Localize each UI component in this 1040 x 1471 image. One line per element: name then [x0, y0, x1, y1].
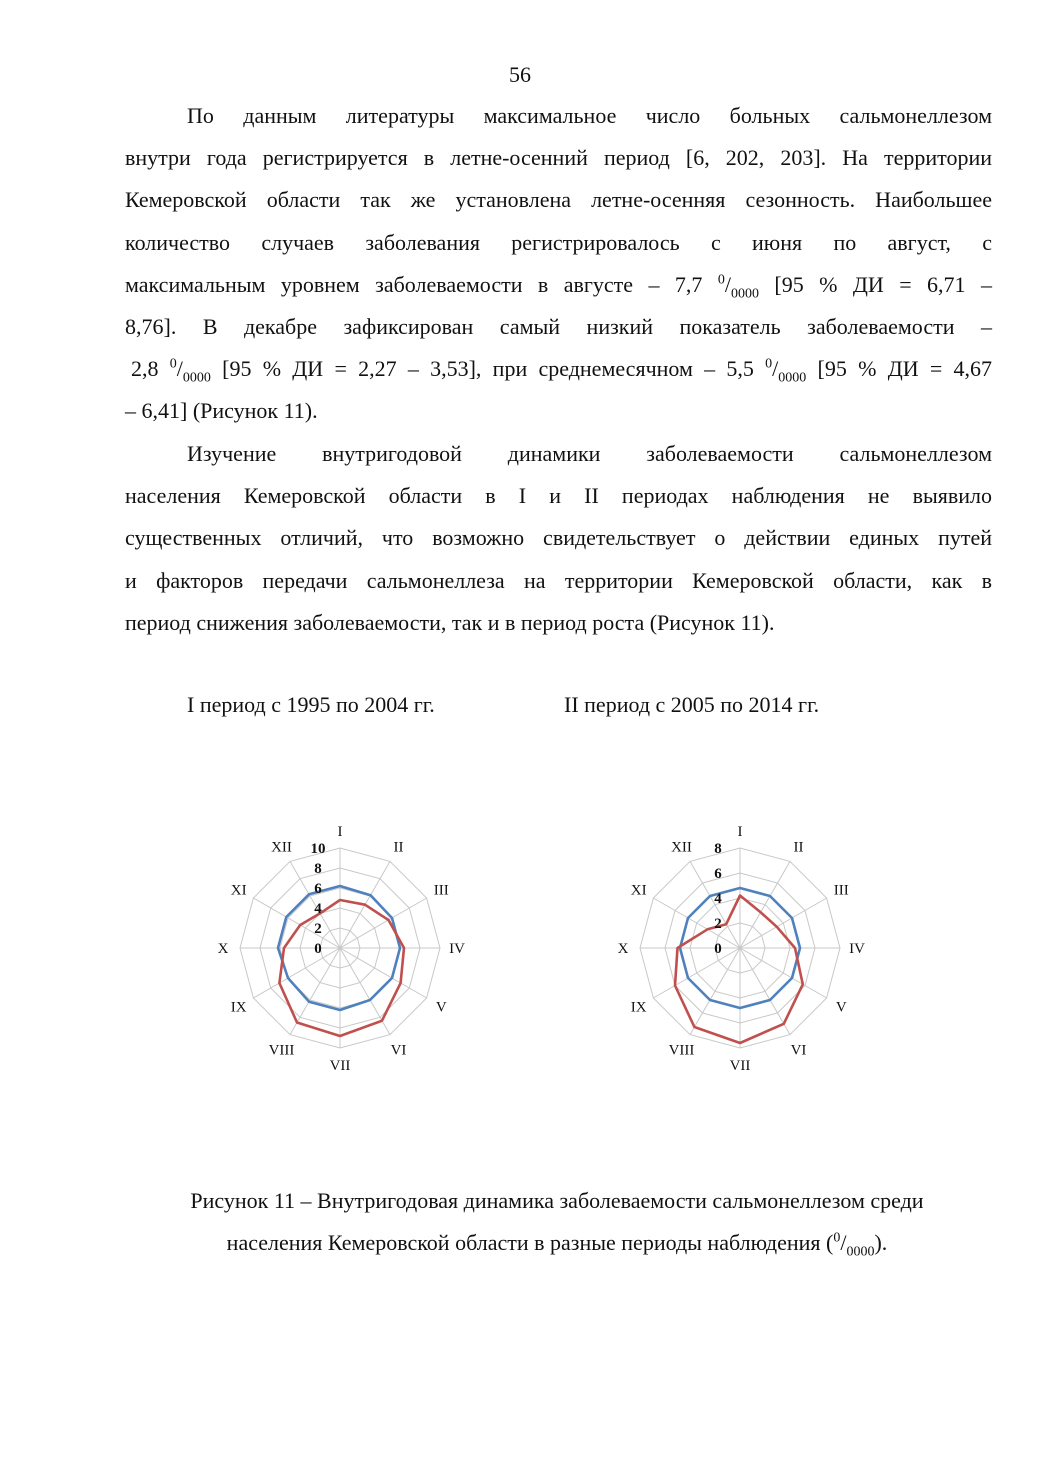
- series-line: [675, 896, 803, 1044]
- text-line: 2,8 $^0/_{0000}$ [95 % ДИ = 2,27 – 3,53], при среднемесячном – 5,5 $^0/_{0000}$ [95 % ДИ = 4,67: [131, 356, 993, 386]
- radial-tick-label: 2: [314, 921, 322, 937]
- category-label: II: [793, 839, 804, 856]
- text-line: 8,76]. В декабре зафиксирован самый низкий показатель заболеваемости –: [125, 314, 992, 340]
- category-label: IX: [230, 999, 247, 1016]
- radar-chart-svg: [600, 810, 880, 1090]
- paragraph-seasonality: [125, 95, 992, 433]
- text-line: существенных отличий, что возможно свидетельствует о действии единых путей: [125, 525, 992, 551]
- text-line: максимальным уровнем заболеваемости в августе – 7,7 $^0/_{0000}$ [95 % ДИ = 6,71 –: [125, 271, 992, 302]
- category-label: IV: [449, 941, 465, 957]
- category-label: VI: [390, 1042, 407, 1059]
- radial-tick-label: 2: [714, 916, 722, 932]
- text-line: период снижения заболеваемости, так и в период роста (Рисунок 11).: [125, 609, 775, 635]
- caption-line: Рисунок 11 – Внутригодовая динамика заболеваемости сальмонеллезом среди: [190, 1188, 924, 1213]
- radial-tick-label: 0: [714, 941, 722, 957]
- category-label: II: [393, 839, 404, 856]
- text-line: внутри года регистрируется в летне-осенний период [6, 202, 203]. На территории: [125, 145, 992, 171]
- figure-caption: [0, 1180, 1040, 1264]
- radial-tick-label: 8: [314, 861, 322, 877]
- category-label: III: [433, 882, 449, 899]
- radial-tick-label: 0: [314, 941, 322, 957]
- text-line: населения Кемеровской области в I и II периодах наблюдения не выявило: [125, 483, 992, 509]
- category-label: I: [337, 824, 343, 840]
- paragraph-dynamics: [125, 433, 992, 644]
- category-label: IV: [849, 941, 865, 957]
- category-label: V: [435, 999, 447, 1016]
- category-label: VIII: [268, 1042, 295, 1059]
- grid-spoke: [740, 948, 790, 1035]
- caption-line: населения Кемеровской области в разные периоды наблюдения $(^0/_{0000})$.: [226, 1230, 888, 1260]
- grid-spoke: [740, 948, 827, 998]
- grid-spoke: [690, 948, 740, 1035]
- text-line: Кемеровской области так же установлена летне-осенняя сезонность. Наибольшее: [125, 187, 992, 213]
- radar-chart-period-2: [600, 810, 880, 1095]
- category-label: X: [217, 941, 229, 957]
- text-line: По данным литературы максимальное число больных сальмонеллезом: [187, 103, 992, 128]
- category-label: XII: [271, 839, 292, 856]
- page-number: 56: [509, 62, 531, 87]
- text-line: и факторов передачи сальмонеллеза на территории Кемеровской области, как в: [125, 567, 992, 593]
- category-label: XII: [671, 839, 692, 856]
- category-label: VII: [729, 1058, 751, 1074]
- text-line: Изучение внутригодовой динамики заболеваемости сальмонеллезом: [187, 441, 992, 466]
- grid-spoke: [653, 948, 740, 998]
- category-label: X: [617, 941, 629, 957]
- radial-tick-label: 8: [714, 841, 722, 857]
- radial-tick-label: 6: [314, 881, 322, 897]
- category-label: V: [835, 999, 847, 1016]
- period-label-first: I период с 1995 по 2004 гг.: [187, 692, 435, 717]
- radial-tick-label: 10: [310, 841, 326, 857]
- category-label: I: [737, 824, 743, 840]
- category-label: IX: [630, 999, 647, 1016]
- radial-tick-label: 4: [314, 901, 322, 917]
- category-label: VII: [329, 1058, 351, 1074]
- radar-chart-svg: [200, 810, 480, 1090]
- period-label-second: II период с 2005 по 2014 гг.: [564, 692, 820, 717]
- radar-chart-period-1: [200, 810, 480, 1095]
- radial-tick-label: 4: [714, 891, 722, 907]
- text-line: количество случаев заболевания регистрировалось с июня по август, с: [125, 229, 992, 255]
- category-label: VI: [790, 1042, 807, 1059]
- category-label: VIII: [668, 1042, 695, 1059]
- category-label: III: [833, 882, 849, 899]
- category-label: XI: [230, 882, 247, 899]
- radial-tick-label: 6: [714, 866, 722, 882]
- category-label: XI: [630, 882, 647, 899]
- text-line: – 6,41] (Рисунок 11).: [125, 398, 318, 424]
